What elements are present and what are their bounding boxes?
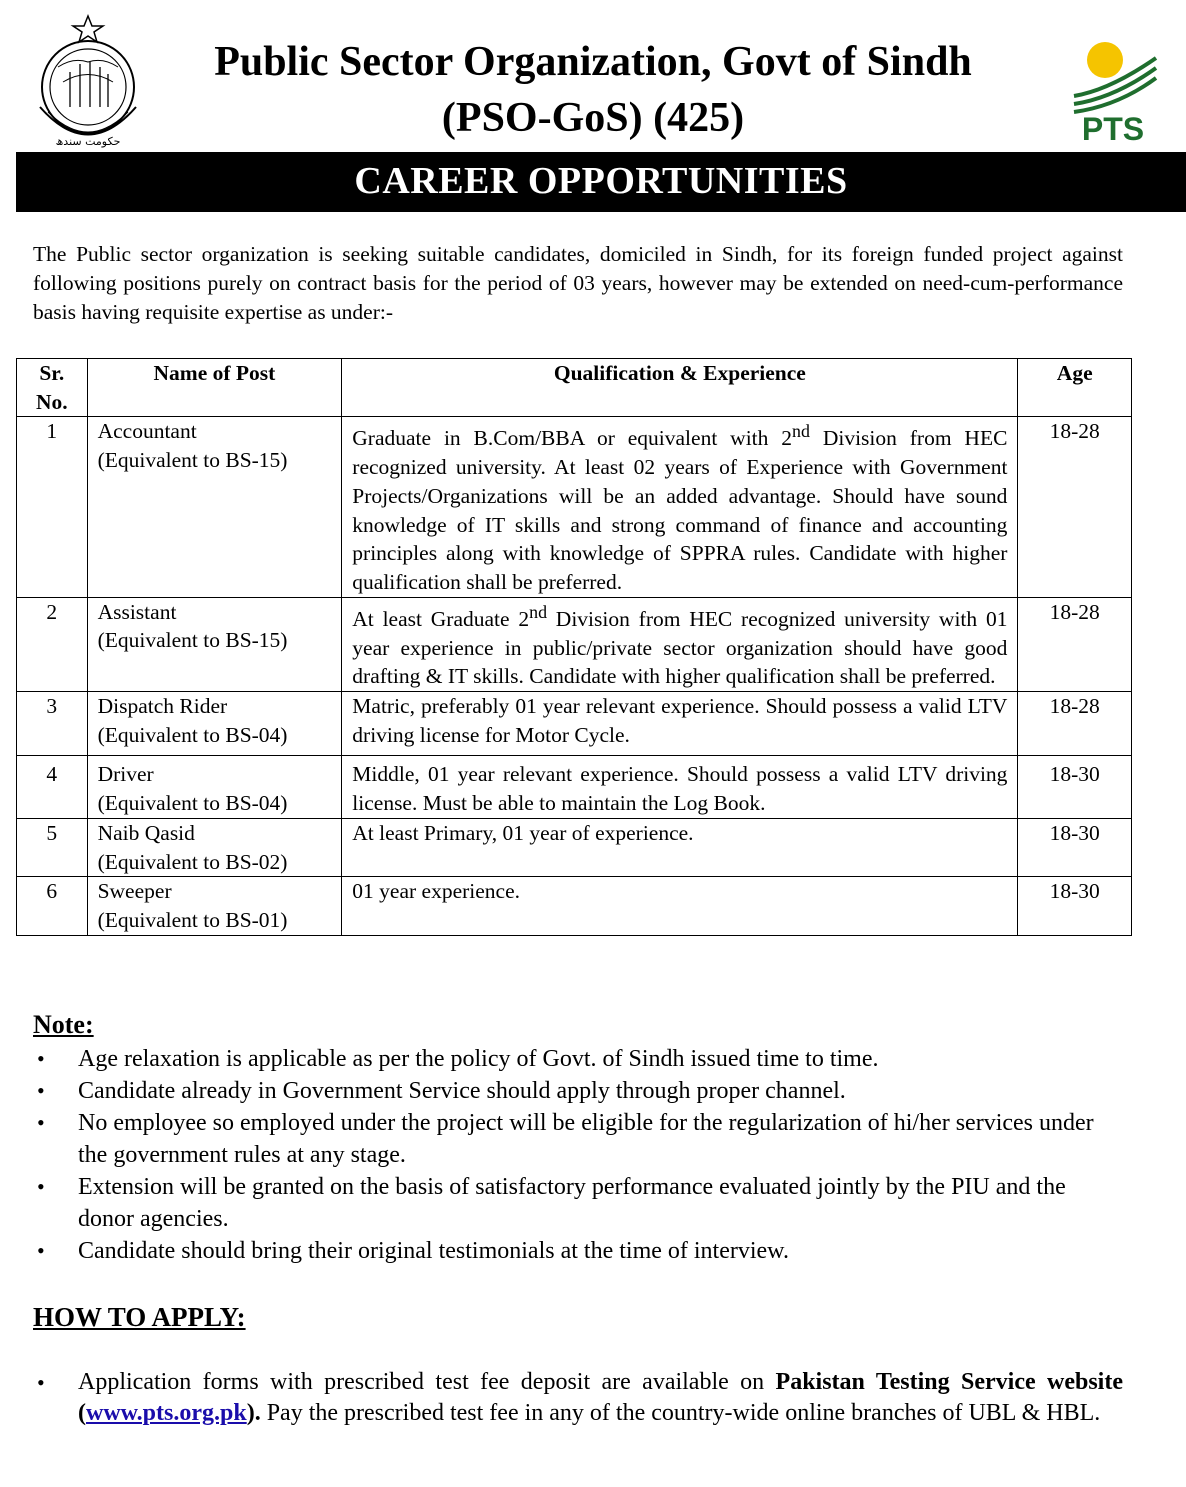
- apply-text: Application forms with prescribed test fee deposit are available on: [78, 1369, 776, 1395]
- apply-bold-close: ).: [246, 1400, 261, 1426]
- post-title: Driver: [97, 762, 154, 787]
- row-sr: 5: [17, 818, 88, 876]
- header-age: Age: [1018, 359, 1132, 417]
- row-sr: 1: [17, 417, 88, 597]
- post-grade: (Equivalent to BS-04): [97, 791, 288, 816]
- post-grade: (Equivalent to BS-15): [97, 628, 288, 653]
- row-qualification: [342, 818, 1018, 876]
- header-sr-line2: No.: [35, 389, 68, 414]
- table-row: [17, 692, 1132, 756]
- post-title: Assistant: [97, 599, 177, 624]
- row-age: 18-30: [1018, 877, 1132, 935]
- post-grade: (Equivalent to BS-01): [97, 907, 288, 932]
- row-post: [87, 756, 342, 818]
- post-title: Accountant: [97, 419, 197, 444]
- table-row: [17, 818, 1132, 876]
- qualification-sup: nd: [792, 421, 810, 442]
- list-item: • Candidate should bring their original testimonials at the time of interview.: [33, 1235, 1123, 1267]
- apply-list: [33, 1367, 1123, 1429]
- post-title: Sweeper: [97, 879, 172, 904]
- row-post: [87, 818, 342, 876]
- list-item: • Extension will be granted on the basis of satisfactory performance evaluated jointly by the PIU and the donor agencies.: [33, 1171, 1123, 1235]
- row-post: [87, 417, 342, 597]
- qualification-sup: nd: [529, 601, 548, 622]
- row-qualification: [342, 417, 1018, 597]
- row-sr: 6: [17, 877, 88, 935]
- list-item: [33, 1367, 1123, 1429]
- table-row: [17, 877, 1132, 935]
- row-age: 18-28: [1018, 597, 1132, 691]
- row-qualification: [342, 597, 1018, 691]
- list-item: • Age relaxation is applicable as per the policy of Govt. of Sindh issued time to time.: [33, 1043, 1123, 1075]
- pts-logo: [1070, 38, 1160, 148]
- apply-text-cont: Pay the prescribed test fee in any of the country-wide online branches of UBL & HBL.: [260, 1400, 1101, 1426]
- table-header-row: [17, 359, 1132, 417]
- list-item: • Candidate already in Government Service should apply through proper channel.: [33, 1075, 1123, 1107]
- post-grade: (Equivalent to BS-04): [97, 722, 288, 747]
- post-grade: (Equivalent to BS-02): [97, 849, 288, 874]
- row-age: 18-28: [1018, 417, 1132, 597]
- row-qualification: [342, 877, 1018, 935]
- career-banner: CAREER OPPORTUNITIES: [16, 152, 1186, 212]
- positions-table: [16, 358, 1132, 936]
- row-sr: 3: [17, 692, 88, 756]
- row-age: 18-30: [1018, 756, 1132, 818]
- qualification-text-cont: Division from HEC recognized university with 01 year experience in public/private sector organization should have good drafting & IT skills. Candidate with higher qualification shall be preferred.: [352, 606, 1008, 689]
- intro-paragraph: The Public sector organization is seeking suitable candidates, domiciled in Sindh, for its foreign funded project against following positions purely on contract basis for the period of 03 years, however may be extended on need-cum-performance basis having requisite expertise as under:-: [33, 242, 1123, 324]
- post-grade: (Equivalent to BS-15): [97, 448, 288, 473]
- table-row: [17, 756, 1132, 818]
- qualification-text-cont: Division from HEC recognized university. At least 02 years of Experience with Government Projects/Organizations will be an added advantage. Should have sound knowledge of IT skills and strong command of finance and accounting principles along with knowledge of SPPRA rules. Candidate with higher qualification shall be preferred.: [352, 426, 1008, 595]
- qualification-text: Matric, preferably 01 year relevant experience. Should possess a valid LTV driving license for Motor Cycle.: [352, 694, 1008, 747]
- sindh-logo-script: حکومت سندھ: [55, 135, 121, 148]
- note-heading: Note:: [33, 1010, 94, 1039]
- row-post: [87, 597, 342, 691]
- qualification-text: Middle, 01 year relevant experience. Should possess a valid LTV driving license. Must be able to maintain the Log Book.: [352, 762, 1008, 816]
- pts-logo-text: PTS: [1081, 111, 1145, 147]
- row-sr: 4: [17, 756, 88, 818]
- row-post: [87, 877, 342, 935]
- how-to-apply-heading: HOW TO APPLY:: [33, 1302, 246, 1332]
- qualification-text: 01 year experience.: [352, 879, 520, 904]
- qualification-text: At least Primary, 01 year of experience.: [352, 820, 694, 845]
- note-list: [33, 1043, 1123, 1267]
- row-age: 18-30: [1018, 818, 1132, 876]
- list-item: • No employee so employed under the project will be eligible for the regularization of hi/her services under the government rules at any stage.: [33, 1107, 1123, 1171]
- header-qualification: Qualification & Experience: [342, 359, 1018, 417]
- row-sr: 2: [17, 597, 88, 691]
- header-post-name: Name of Post: [87, 359, 342, 417]
- row-qualification: [342, 756, 1018, 818]
- page-title-line1: Public Sector Organization, Govt of Sindh: [214, 39, 972, 85]
- table-row: [17, 597, 1132, 691]
- header-sr-no: [17, 359, 88, 417]
- page-title-line2: (PSO-GoS) (425): [441, 95, 745, 141]
- post-title: Naib Qasid: [97, 820, 195, 845]
- apply-bold: Pakistan Testing Service website (: [78, 1369, 1123, 1426]
- pts-website-link[interactable]: www.pts.org.pk: [86, 1400, 247, 1426]
- row-age: 18-28: [1018, 692, 1132, 756]
- row-qualification: [342, 692, 1018, 756]
- post-title: Dispatch Rider: [97, 694, 228, 719]
- qualification-text: Graduate in B.Com/BBA or equivalent with 2: [352, 426, 793, 451]
- row-post: [87, 692, 342, 756]
- table-row: [17, 417, 1132, 597]
- qualification-text: At least Graduate 2: [352, 606, 530, 631]
- header-sr-line1: Sr.: [39, 361, 65, 385]
